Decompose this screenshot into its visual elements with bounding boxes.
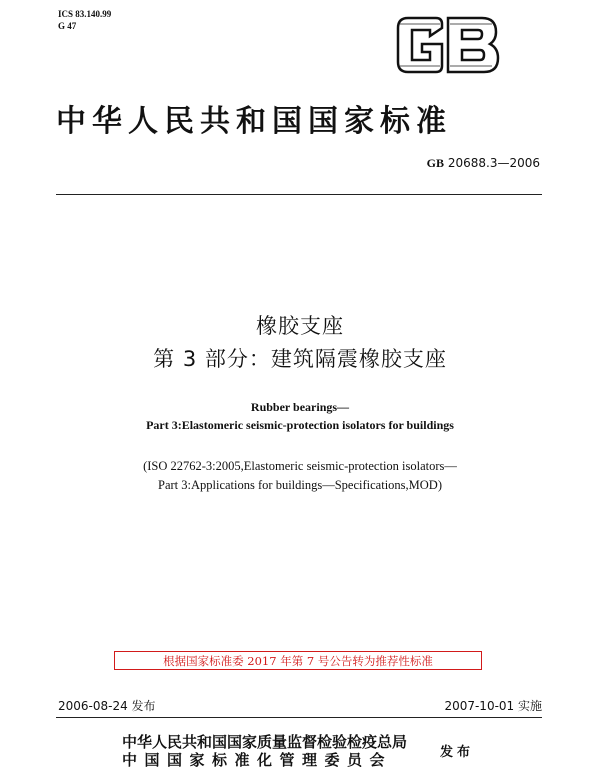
iso-reference-line2: Part 3:Applications for buildings—Specifications,MOD) [158, 478, 442, 492]
gb-logo [392, 14, 502, 76]
publisher-line1: 中华人民共和国国家质量监督检验检疫总局 [122, 733, 408, 751]
publisher-block [122, 733, 407, 769]
header-divider [56, 194, 542, 195]
ccs-code: G 47 [58, 21, 77, 31]
standard-category-title: 中华人民共和国国家标准 [56, 104, 452, 139]
classification-codes [58, 8, 111, 32]
chinese-title-line1: 橡胶支座 [256, 314, 344, 338]
standard-number-prefix: GB [426, 156, 444, 170]
publisher-line2: 中国国家标准化管理委员会 [122, 751, 393, 769]
notice-stamp: 根据国家标准委 2017 年第 7 号公告转为推荐性标准 [114, 651, 482, 670]
iso-reference-line1: (ISO 22762-3:2005,Elastomeric seismic-protection isolators— [143, 459, 457, 473]
standard-number [380, 156, 540, 171]
chinese-title-line2: 第 3 部分：建筑隔震橡胶支座 [153, 347, 447, 371]
publish-label: 发布 [440, 745, 475, 760]
english-title-line2: Part 3:Elastomeric seismic-protection isolators for buildings [146, 418, 454, 432]
issue-date: 2006-08-24 发布 [58, 699, 156, 713]
english-title-line1: Rubber bearings— [250, 400, 350, 414]
implementation-date: 2007-10-01 实施 [444, 699, 542, 713]
footer-divider [56, 717, 542, 718]
standard-number-value: 20688.3—2006 [447, 156, 540, 170]
ics-code: ICS 83.140.99 [58, 9, 112, 19]
